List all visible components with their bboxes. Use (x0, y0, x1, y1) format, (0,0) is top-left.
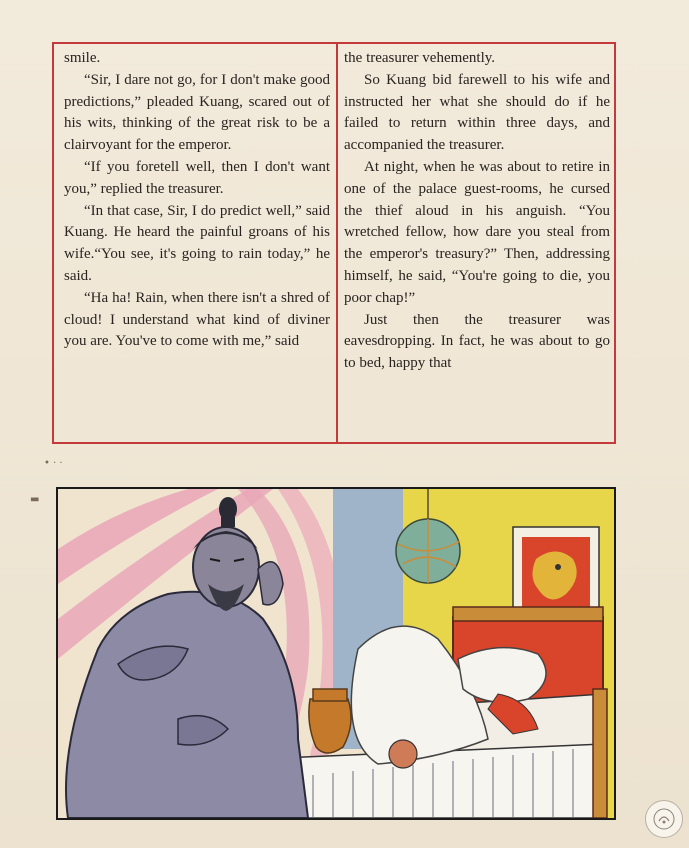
paragraph: “Sir, I dare not go, for I don't make good predictions,” pleaded Kuang, scared out of his wits, thinking of the great risk to be a clairvoyant for the emperor. (64, 71, 330, 154)
library-stamp-icon (645, 800, 683, 838)
right-text-column (344, 48, 610, 375)
paragraph: “If you foretell well, then I don't want you,” replied the treasurer. (64, 158, 330, 197)
paragraph: “In that case, Sir, I do predict well,” said Kuang. He heard the painful groans of his wife.“You see, it's going to rain today,” he said. (64, 202, 330, 284)
paragraph: smile. (64, 50, 101, 66)
illustration-art (58, 489, 614, 818)
paragraph: “Ha ha! Rain, when there isn't a shred of cloud! I understand what kind of diviner you are. You've to come with me,” said (64, 289, 330, 350)
left-text-column (64, 48, 330, 353)
column-divider (336, 44, 338, 442)
stamp-mark (652, 807, 676, 831)
paragraph: So Kuang bid farewell to his wife and instructed her what she should do if he failed to return within three days, and accompanied the treasurer. (344, 71, 610, 154)
paragraph: At night, when he was about to retire in one of the palace guest-rooms, he cursed the thief aloud in his anguish. “You wretched fellow, how dare you steal from the emperor's treasury?” Then, addressing himself, he said, “You're going to die, you poor chap!” (344, 158, 610, 306)
paragraph: Just then the treasurer was eavesdropping. In fact, he was about to go to bed, happy that (344, 311, 610, 372)
print-speck: • · · (44, 458, 63, 469)
print-speck: ▬ (30, 494, 40, 505)
text-frame (52, 42, 616, 444)
paragraph: the treasurer vehemently. (344, 50, 496, 66)
illustration-panel (56, 487, 616, 820)
